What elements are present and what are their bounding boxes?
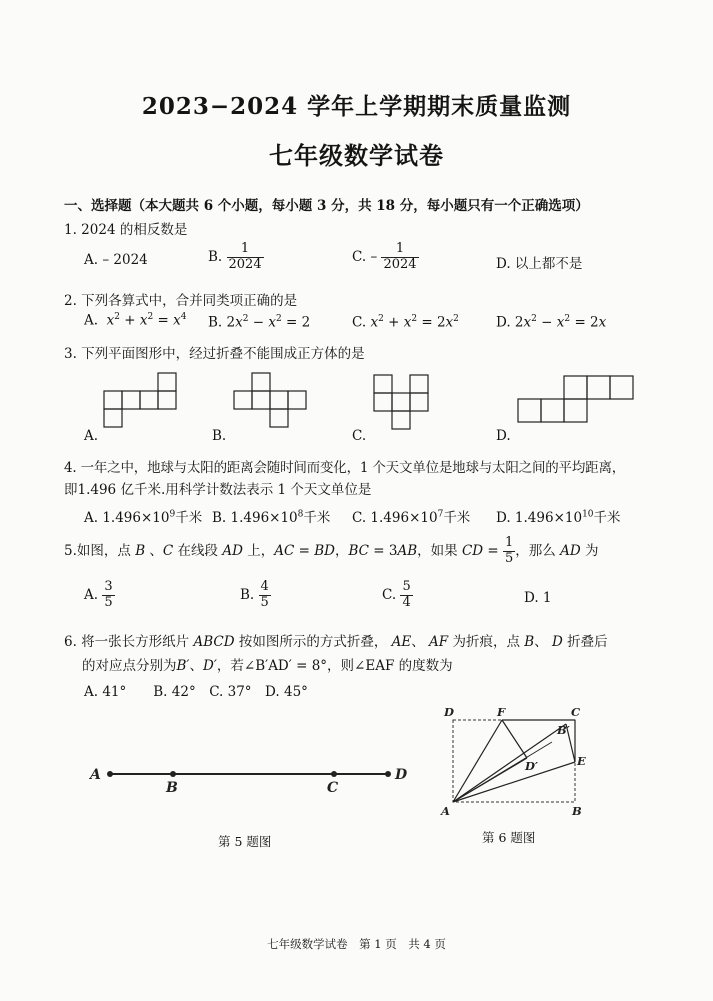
fig6-label-f: F (497, 705, 506, 719)
fig6-label-d-prime: D′ (525, 759, 539, 773)
q4-option-c: C. $1.496\times 10^7$千米 (352, 509, 471, 526)
q2-option-a: A. $x^2 + x^2 = x^4$ (84, 312, 187, 329)
q3-nets-figure (0, 365, 713, 435)
q4-stem-line-2: 即1.496 亿千米.用科学计数法表示 1 个天文单位是 (64, 482, 372, 498)
figure-6 (440, 702, 600, 822)
q1-option-b: B. $\frac{1}{2024}$ (208, 241, 262, 272)
q3-stem: 3. 下列平面图形中，经过折叠不能围成正方体的是 (64, 346, 365, 362)
q5-option-b: B. $\frac{4}{5}$ (240, 579, 269, 610)
q3-net-c (374, 375, 428, 429)
figure-5 (80, 755, 420, 805)
figure-5-caption: 第 5 题图 (218, 834, 272, 849)
q5-option-a: A. $\frac{3}{5}$ (84, 579, 113, 610)
q1-option-d: D. 以上都不是 (496, 256, 583, 272)
fig5-label-c: C (327, 780, 339, 796)
q5-option-d: D. 1 (524, 590, 552, 606)
q6-stem-line-1: 6. 将一张长方形纸片 ABCD 按如图所示的方式折叠， AE、 AF 为折痕，点 B、 D 折叠后 (64, 634, 608, 650)
q1-stem: 1. 2024 的相反数是 (64, 222, 188, 238)
figure-6-caption: 第 6 题图 (482, 830, 536, 845)
fig5-label-b: B (166, 780, 178, 796)
title-line-2: 七年级数学试卷 (269, 141, 444, 170)
q2-stem: 2. 下列各算式中，合并同类项正确的是 (64, 293, 298, 309)
q6-options: A. 41° B. 42° C. 37° D. 45° (84, 684, 308, 700)
q4-option-d: D. $1.496\times 10^{10}$千米 (496, 509, 621, 526)
q3-net-b (234, 373, 306, 427)
q3-option-a: A. (84, 428, 99, 444)
section-heading: 一、选择题（本大题共 6 个小题，每小题 3 分，共 18 分，每小题只有一个正确选项） (64, 198, 589, 214)
q3-option-d: D. (496, 428, 511, 444)
fig6-label-e: E (577, 754, 586, 768)
fig6-label-a: A (441, 804, 450, 818)
fig6-label-b: B (572, 804, 582, 818)
q3-net-a (104, 373, 176, 427)
fig6-label-c: C (571, 705, 581, 719)
q3-option-c: C. (352, 428, 367, 444)
fig5-label-d: D (395, 767, 408, 783)
page-footer: 七年级数学试卷 第 1 页 共 4 页 (267, 937, 446, 951)
q4-option-b: B. $1.496\times 10^8$千米 (212, 509, 331, 526)
q4-option-a: A. $1.496\times 10^9$千米 (84, 509, 203, 526)
q5-stem: 5.如图，点 B 、C 在线段 AD 上，AC = BD，BC = 3AB，如果 CD = $\frac{1}{5}$ ，那么 AD 为 (64, 535, 599, 566)
fig5-label-a: A (90, 767, 101, 783)
q1-option-c: C. – $\frac{1}{2024}$ (352, 241, 417, 272)
fig6-label-d: D (444, 705, 454, 719)
q4-stem-line-1: 4. 一年之中，地球与太阳的距离会随时间而变化，1 个天文单位是地球与太阳之间的平均距离， (64, 460, 626, 476)
q2-option-c: C. $x^2 + x^2 = 2x^2$ (352, 314, 459, 331)
q5-option-c: C. $\frac{5}{4}$ (382, 579, 411, 610)
q3-option-b: B. (212, 428, 227, 444)
q6-stem-line-2: 的对应点分别为B′、D′，若∠B′AD′ = 8°，则∠EAF 的度数为 (82, 658, 453, 674)
q2-option-d: D. $2x^2 - x^2 = 2x$ (496, 314, 607, 331)
q1-option-a: A. – 2024 (84, 252, 148, 268)
fig6-label-b-prime: B′ (557, 723, 570, 737)
q2-option-b: B. $2x^2 - x^2 = 2$ (208, 314, 311, 331)
title-line-1: 2023−2024 学年上学期期末质量监测 (141, 93, 572, 120)
q3-net-d (518, 376, 633, 422)
